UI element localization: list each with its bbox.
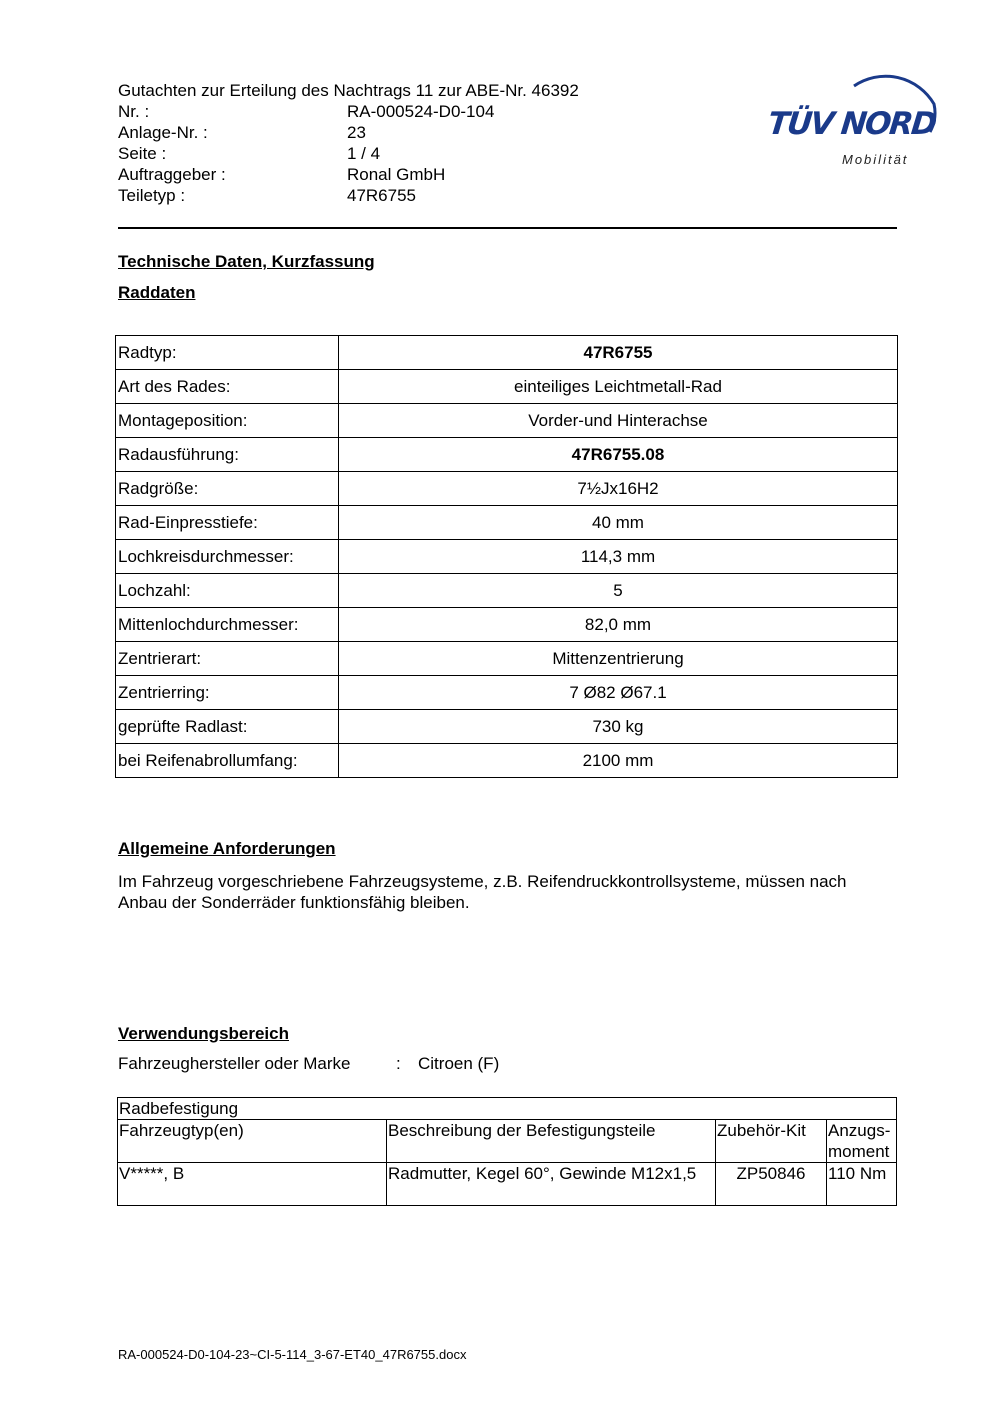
table-caption: Radbefestigung	[118, 1098, 897, 1120]
header-value: 23	[347, 123, 366, 142]
header-row-auftraggeber	[118, 164, 678, 185]
table-cell: 110 Nm	[827, 1163, 897, 1206]
table-cell: V*****, B	[118, 1163, 387, 1206]
section-heading-general: Allgemeine Anforderungen	[118, 839, 336, 858]
row-value: 7½Jx16H2	[339, 472, 898, 506]
row-label: Lochkreisdurchmesser:	[116, 540, 339, 574]
header-divider	[118, 227, 897, 229]
column-header: Fahrzeugtyp(en)	[118, 1120, 387, 1163]
manufacturer-separator: :	[396, 1054, 401, 1073]
table-row	[116, 370, 898, 404]
row-label: Radtyp:	[116, 336, 339, 370]
document-header	[118, 80, 678, 206]
row-value: 7 Ø82 Ø67.1	[339, 676, 898, 710]
wheel-data-body	[116, 336, 898, 778]
table-row	[116, 472, 898, 506]
table-row	[116, 540, 898, 574]
row-value: 5	[339, 574, 898, 608]
row-label: geprüfte Radlast:	[116, 710, 339, 744]
header-row-anlage	[118, 122, 678, 143]
header-label: Teiletyp :	[118, 186, 186, 205]
table-row	[116, 438, 898, 472]
column-header: Anzugs-moment	[827, 1120, 897, 1163]
manufacturer-line	[118, 1054, 499, 1074]
table-row	[116, 642, 898, 676]
wheel-fixing-table	[117, 1097, 897, 1206]
table-row	[116, 404, 898, 438]
header-row-nr	[118, 101, 678, 122]
header-label: Nr. :	[118, 102, 150, 121]
row-label: Zentrierring:	[116, 676, 339, 710]
table-row	[116, 676, 898, 710]
manufacturer-label: Fahrzeughersteller oder Marke	[118, 1054, 351, 1073]
column-header: Zubehör-Kit	[716, 1120, 827, 1163]
footer-filename: RA-000524-D0-104-23~CI-5-114_3-67-ET40_47R6755.docx	[118, 1347, 467, 1362]
header-value: 1 / 4	[347, 144, 381, 163]
row-value: einteiliges Leichtmetall-Rad	[339, 370, 898, 404]
general-requirements-text: Im Fahrzeug vorgeschriebene Fahrzeugsysteme, z.B. Reifendruckkontrollsysteme, müssen nach Anbau der Sonderräder funktionsfähig bleiben.	[118, 872, 847, 912]
table-row	[118, 1163, 897, 1206]
wheel-data-table	[115, 335, 898, 778]
row-label: Radgröße:	[116, 472, 339, 506]
tuv-nord-logo	[762, 56, 942, 176]
table-row	[116, 710, 898, 744]
header-row-teiletyp	[118, 185, 678, 206]
table-cell: Radmutter, Kegel 60°, Gewinde M12x1,5	[387, 1163, 716, 1206]
manufacturer-value: Citroen (F)	[418, 1054, 500, 1073]
table-cell: ZP50846	[716, 1163, 827, 1206]
row-label: Rad-Einpresstiefe:	[116, 506, 339, 540]
header-value: 47R6755	[347, 186, 417, 205]
table-row	[116, 336, 898, 370]
table-caption-row	[118, 1098, 897, 1120]
logo-text: TÜV NORD	[766, 106, 937, 142]
header-row-seite	[118, 143, 678, 164]
row-label: Zentrierart:	[116, 642, 339, 676]
header-label: Anlage-Nr. :	[118, 123, 208, 142]
header-label: Auftraggeber :	[118, 165, 226, 184]
row-label: Montageposition:	[116, 404, 339, 438]
row-value: 82,0 mm	[339, 608, 898, 642]
row-value: Mittenzentrierung	[339, 642, 898, 676]
row-value: 47R6755	[339, 336, 898, 370]
row-value: 47R6755.08	[339, 438, 898, 472]
row-label: Lochzahl:	[116, 574, 339, 608]
header-value: Ronal GmbH	[347, 165, 446, 184]
table-row	[116, 506, 898, 540]
section-heading-technical: Technische Daten, Kurzfassung	[118, 252, 375, 271]
row-label: Mittenlochdurchmesser:	[116, 608, 339, 642]
row-value: Vorder-und Hinterachse	[339, 404, 898, 438]
column-header: Beschreibung der Befestigungsteile	[387, 1120, 716, 1163]
row-label: Radausführung:	[116, 438, 339, 472]
table-row	[116, 574, 898, 608]
row-value: 114,3 mm	[339, 540, 898, 574]
header-label: Seite :	[118, 144, 167, 163]
section-heading-usage: Verwendungsbereich	[118, 1024, 289, 1043]
table-row	[116, 608, 898, 642]
logo-subtext: Mobilität	[842, 152, 909, 167]
row-label: bei Reifenabrollumfang:	[116, 744, 339, 778]
table-row	[116, 744, 898, 778]
section-heading-wheel-data: Raddaten	[118, 283, 196, 302]
row-value: 40 mm	[339, 506, 898, 540]
row-value: 730 kg	[339, 710, 898, 744]
row-label: Art des Rades:	[116, 370, 339, 404]
row-value: 2100 mm	[339, 744, 898, 778]
header-value: RA-000524-D0-104	[347, 102, 495, 121]
document-title: Gutachten zur Erteilung des Nachtrags 11 zur ABE-Nr. 46392	[118, 81, 579, 100]
table-header-row	[118, 1120, 897, 1163]
